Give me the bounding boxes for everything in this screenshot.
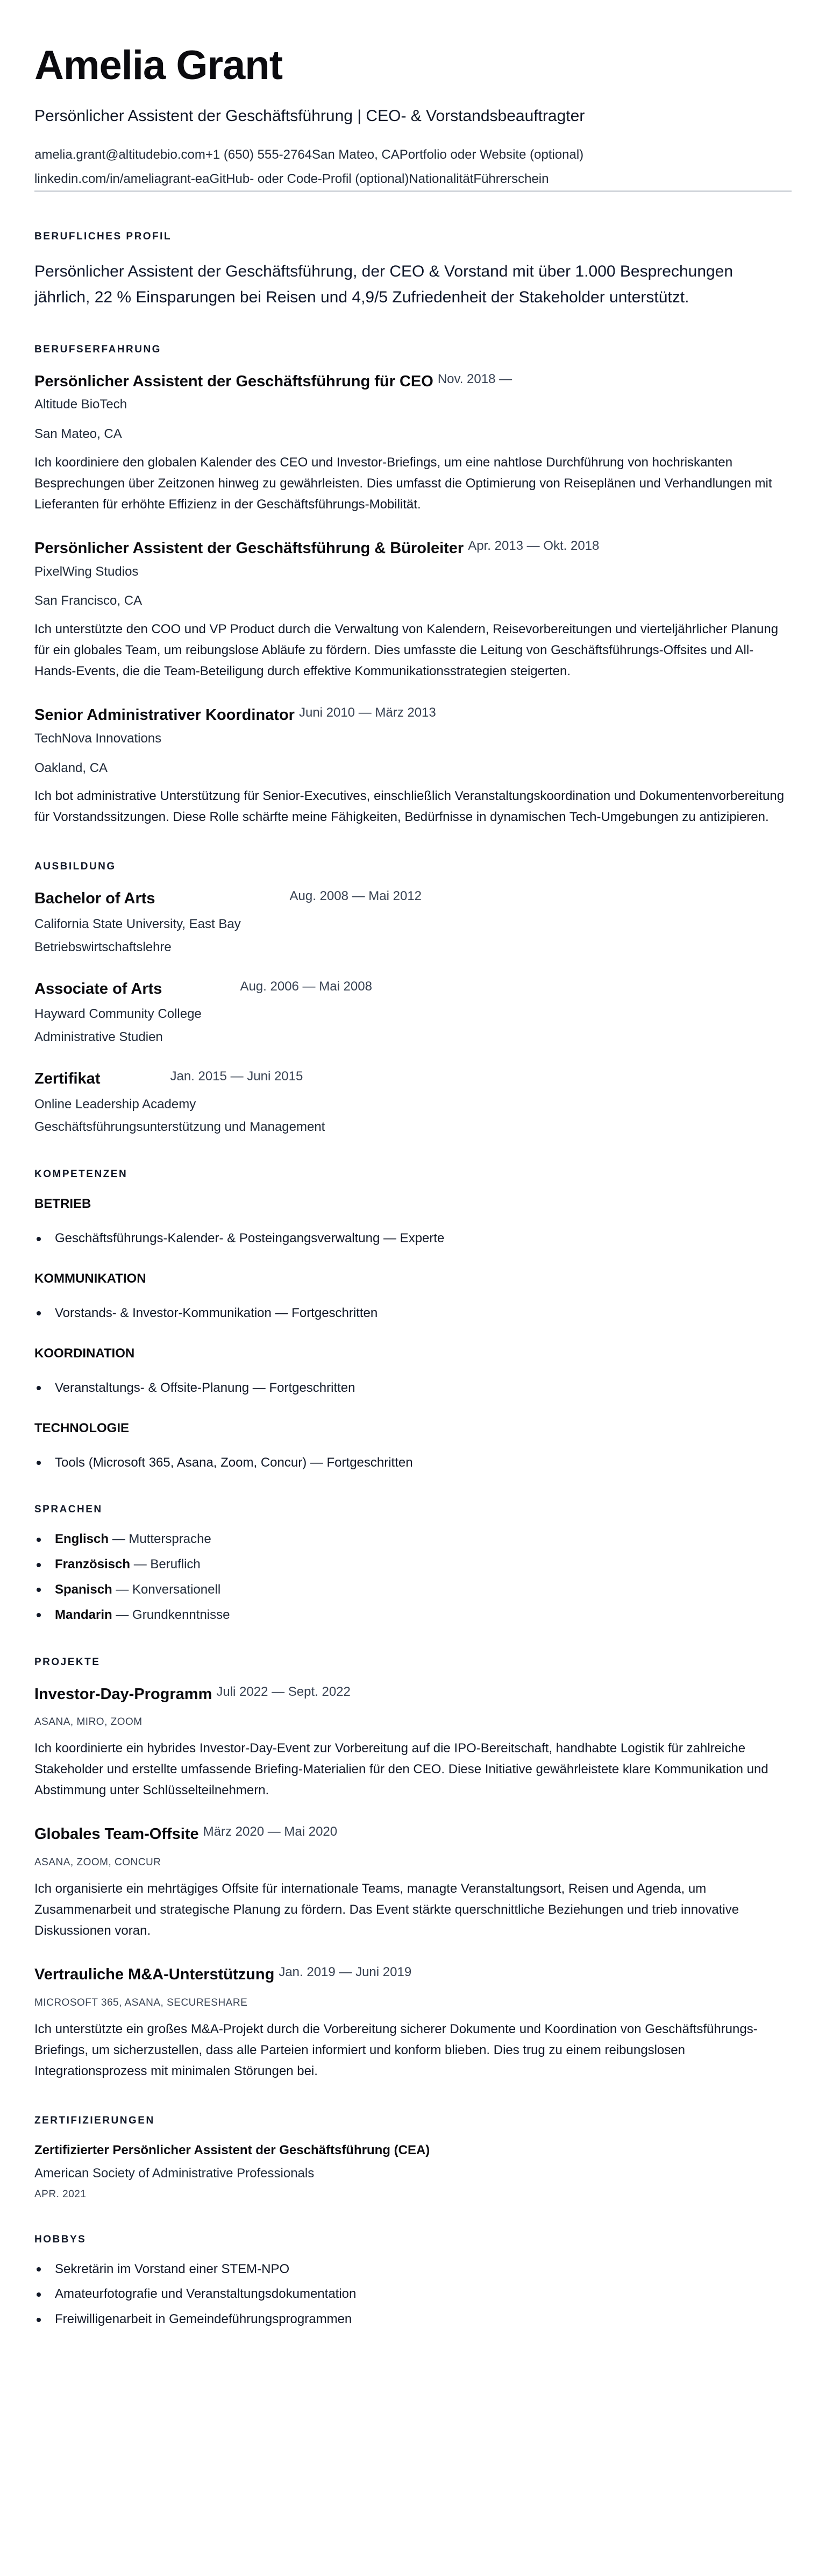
profile-summary: Persönlicher Assistent der Geschäftsführung, der CEO & Vorstand mit über 1.000 Besprechungen jährlich, 22 % Einsparungen bei Reisen und 4,9/5 Zufriedenheit der Stakeholder unterstützt. (34, 262, 734, 306)
certification-name: Zertifizierter Persönlicher Assistent der Geschäftsführung (CEA) (34, 2142, 430, 2157)
profile-section (34, 231, 792, 310)
section-title-certifications: ZERTIFIZIERUNGEN (34, 2114, 155, 2126)
field-of-study: Geschäftsführungsunterstützung und Management (34, 1120, 325, 1135)
section-title-profile: BERUFLICHES PROFIL (34, 230, 172, 242)
project-dates: Jan. 2019 — Juni 2019 (279, 1965, 412, 1980)
project-description: Ich organisierte ein mehrtägiges Offsite für internationale Teams, managte Veranstaltungsort, Reisen und Agenda, um Zusammenarbeit und strategische Planung zu fördern. Das Event stärkte querschnittliche Beziehungen und trieb innovative Diskussionen voran. (34, 1881, 739, 1938)
education-dates: Aug. 2006 — Mai 2008 (240, 979, 372, 994)
language-item (34, 1582, 792, 1598)
skill-item (34, 1381, 792, 1396)
contact-location: San Mateo, CA (312, 147, 400, 162)
job-location: San Francisco, CA (34, 593, 143, 608)
project-tools: MICROSOFT 365, ASANA, SECURESHARE (34, 1997, 248, 2008)
field-of-study: Betriebswirtschaftslehre (34, 939, 172, 954)
bullet-icon (37, 1461, 41, 1465)
skill-list (34, 1381, 792, 1396)
hobby-item (34, 2262, 792, 2277)
experience-entry-header (34, 539, 792, 559)
resume-header (34, 45, 792, 192)
section-title-experience: BERUFSERFAHRUNG (34, 343, 161, 355)
experience-section (34, 344, 792, 828)
skill-list (34, 1306, 792, 1321)
contact-email[interactable]: amelia.grant@altitudebio.com (34, 147, 205, 162)
job-title: Persönlicher Assistent der Geschäftsführung & Büroleiter (34, 539, 464, 557)
project-name: Investor-Day-Programm (34, 1685, 212, 1703)
job-description: Ich koordiniere den globalen Kalender des CEO und Investor-Briefings, um eine nahtlose Durchführung von hochriskanten Besprechungen über Zeitzonen hinweg zu gewährleisten. Dies umfasst die Optimierung von Reiseplänen und Verhandlungen mit Lieferanten für erhöhte Effizienz in der Geschäftsführungs-Mobilität. (34, 455, 772, 512)
experience-entry-header (34, 705, 792, 726)
education-dates: Jan. 2015 — Juni 2015 (170, 1069, 303, 1084)
language-level: Konversationell (132, 1582, 221, 1597)
skill-category-title: TECHNOLOGIE (34, 1420, 130, 1435)
job-dates: Nov. 2018 — (437, 371, 512, 386)
school-name: Online Leadership Academy (34, 1096, 196, 1112)
hobby-text: Amateurfotografie und Veranstaltungsdokumentation (55, 2287, 357, 2302)
degree-title: Bachelor of Arts (34, 890, 155, 908)
certification-entry (34, 2143, 792, 2200)
hobby-text: Freiwilligenarbeit in Gemeindeführungsprogrammen (55, 2312, 352, 2327)
projects-section (34, 1657, 792, 2082)
project-entry-header (34, 1824, 792, 1845)
language-level: Grundkenntnisse (132, 1607, 230, 1622)
header-divider (34, 190, 792, 192)
project-entry (34, 1965, 792, 2082)
language-name: Mandarin (55, 1607, 112, 1622)
job-location: Oakland, CA (34, 760, 108, 775)
experience-entry (34, 372, 792, 515)
school-name: Hayward Community College (34, 1007, 202, 1022)
contact-linkedin[interactable]: linkedin.com/in/ameliagrant-ea (34, 171, 210, 186)
certifications-section (34, 2115, 792, 2200)
contact-github[interactable]: GitHub- oder Code-Profil (optional) (209, 171, 409, 186)
bullet-icon (37, 1538, 41, 1542)
contact-phone[interactable]: +1 (650) 555-2764 (205, 147, 312, 162)
language-name: Spanisch (55, 1582, 112, 1597)
experience-entry (34, 705, 792, 827)
project-tools: ASANA, MIRO, ZOOM (34, 1716, 143, 1728)
candidate-name: Amelia Grant (34, 43, 283, 88)
skill-category-title: BETRIEB (34, 1197, 91, 1212)
skill-category-title: KOORDINATION (34, 1346, 135, 1361)
language-level: Beruflich (150, 1557, 201, 1572)
language-name: Englisch (55, 1532, 109, 1547)
contact-line-2 (34, 172, 792, 187)
candidate-headline: Persönlicher Assistent der Geschäftsführung | CEO- & Vorstandsbeauftragter (34, 107, 585, 125)
skill-item (34, 1306, 792, 1321)
bullet-icon (37, 2292, 41, 2297)
hobbies-section (34, 2234, 792, 2327)
bullet-icon (37, 2318, 41, 2322)
bullet-icon (37, 1563, 41, 1567)
education-entry (34, 979, 792, 1045)
project-entry (34, 1685, 792, 1801)
job-title: Persönlicher Assistent der Geschäftsführung für CEO (34, 372, 433, 390)
project-entry (34, 1824, 792, 1941)
job-title: Senior Administrativer Koordinator (34, 706, 295, 724)
company-name: PixelWing Studios (34, 564, 139, 579)
languages-section (34, 1504, 792, 1623)
school-name: California State University, East Bay (34, 917, 241, 932)
job-dates: Apr. 2013 — Okt. 2018 (468, 538, 600, 553)
skill-text: Vorstands- & Investor-Kommunikation — Fortgeschritten (55, 1306, 378, 1321)
project-tools: ASANA, ZOOM, CONCUR (34, 1857, 161, 1869)
project-description: Ich unterstützte ein großes M&A-Projekt durch die Vorbereitung sicherer Dokumente und Koordination von Geschäftsführungs-Briefings, um sicherzustellen, dass alle Parteien informiert und konform blieben. Dies trug zu einem reibungslosen Integrationsprozess mit minimalen Störungen bei. (34, 2021, 758, 2078)
hobbies-list (34, 2262, 792, 2327)
language-separator: — (112, 1582, 133, 1597)
job-description: Ich unterstützte den COO und VP Product durch die Verwaltung von Kalendern, Reisevorbereitungen und vierteljährlicher Planung für ein globales Team, um reibungslose Abläufe zu fördern. Dies umfasste die Leitung von Geschäftsführungs-Offsites und All-Hands-Events, die die Team-Beteiligung durch effektive Kommunikationsstrategien steigerten. (34, 622, 779, 679)
education-entry-header (34, 889, 792, 909)
degree-title: Zertifikat (34, 1070, 101, 1087)
contact-nationality: Nationalität (409, 171, 474, 186)
education-section (34, 861, 792, 1135)
company-name: Altitude BioTech (34, 397, 127, 412)
language-level: Muttersprache (129, 1532, 211, 1547)
section-title-education: AUSBILDUNG (34, 861, 116, 873)
skills-section (34, 1169, 792, 1470)
language-separator: — (130, 1557, 151, 1572)
language-item (34, 1557, 792, 1573)
languages-list (34, 1532, 792, 1623)
project-entry-header (34, 1685, 792, 1705)
certification-date: APR. 2021 (34, 2188, 87, 2200)
project-dates: Juli 2022 — Sept. 2022 (216, 1684, 351, 1699)
job-description: Ich bot administrative Unterstützung für Senior-Executives, einschließlich Veranstaltungskoordination und Dokumentenvorbereitung für Vorstandssitzungen. Diese Rolle schärfte meine Fähigkeiten, Bedürfnisse in dynamischen Tech-Umgebungen zu antizipieren. (34, 789, 785, 825)
field-of-study: Administrative Studien (34, 1030, 163, 1045)
job-location: San Mateo, CA (34, 427, 122, 442)
degree-title: Associate of Arts (34, 980, 162, 997)
hobby-item (34, 2287, 792, 2302)
bullet-icon (37, 1386, 41, 1390)
project-name: Globales Team-Offsite (34, 1825, 199, 1843)
experience-entry (34, 539, 792, 682)
contact-drivers-license: Führerschein (473, 171, 549, 186)
skill-list (34, 1455, 792, 1471)
bullet-icon (37, 1311, 41, 1315)
education-entry (34, 1069, 792, 1135)
education-dates: Aug. 2008 — Mai 2012 (289, 889, 422, 904)
education-entry (34, 889, 792, 955)
language-name: Französisch (55, 1557, 131, 1572)
bullet-icon (37, 1588, 41, 1592)
language-item (34, 1608, 792, 1623)
project-description: Ich koordinierte ein hybrides Investor-Day-Event zur Vorbereitung auf die IPO-Bereitschaft, handhabte Logistik für zahlreiche Stakeholder und erstellte umfassende Briefing-Materialien für den CEO. Diese Initiative gewährleistete klare Kommunikation und Abstimmung unter Schlüsselteilnehmern. (34, 1741, 768, 1798)
language-item (34, 1532, 792, 1547)
skill-list (34, 1231, 792, 1247)
project-name: Vertrauliche M&A-Unterstützung (34, 1966, 275, 1984)
certification-issuer: American Society of Administrative Professionals (34, 2165, 315, 2181)
skill-text: Geschäftsführungs-Kalender- & Posteingangsverwaltung — Experte (55, 1231, 445, 1246)
project-entry-header (34, 1965, 792, 1985)
project-dates: März 2020 — Mai 2020 (203, 1824, 338, 1839)
hobby-item (34, 2312, 792, 2327)
language-separator: — (112, 1607, 133, 1622)
education-entry-header (34, 979, 792, 1000)
hobby-text: Sekretärin im Vorstand einer STEM-NPO (55, 2261, 290, 2276)
skill-item (34, 1231, 792, 1247)
section-title-skills: KOMPETENZEN (34, 1169, 128, 1180)
contact-portfolio[interactable]: Portfolio oder Website (optional) (399, 147, 584, 162)
job-dates: Juni 2010 — März 2013 (298, 705, 436, 720)
bullet-icon (37, 2267, 41, 2271)
section-title-projects: PROJEKTE (34, 1656, 101, 1668)
section-title-languages: SPRACHEN (34, 1504, 103, 1516)
education-entry-header (34, 1069, 792, 1089)
company-name: TechNova Innovations (34, 731, 162, 746)
skill-item (34, 1455, 792, 1471)
contact-line-1 (34, 147, 792, 163)
skill-text: Veranstaltungs- & Offsite-Planung — Fortgeschritten (55, 1380, 355, 1395)
language-separator: — (109, 1532, 129, 1547)
bullet-icon (37, 1237, 41, 1241)
bullet-icon (37, 1613, 41, 1617)
experience-entry-header (34, 372, 792, 392)
skill-text: Tools (Microsoft 365, Asana, Zoom, Concur) — Fortgeschritten (55, 1455, 413, 1470)
section-title-hobbies: HOBBYS (34, 2233, 87, 2245)
skill-category-title: KOMMUNIKATION (34, 1271, 146, 1286)
